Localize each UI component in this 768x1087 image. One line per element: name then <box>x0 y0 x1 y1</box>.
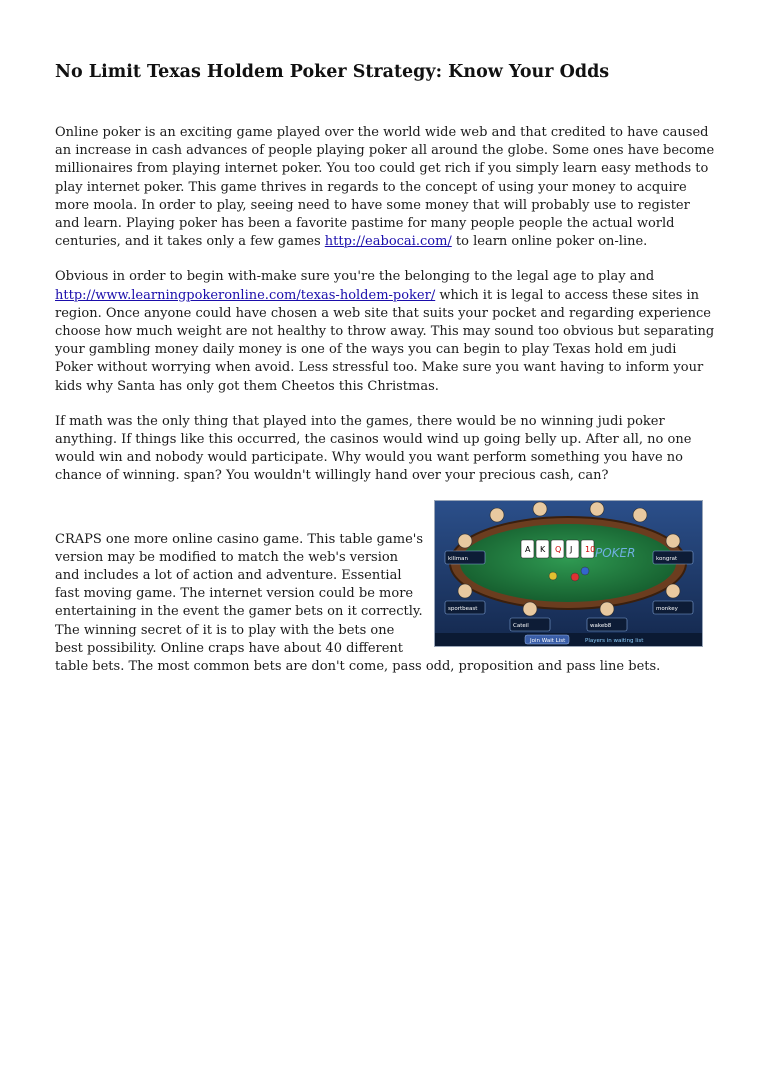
paragraph-2-text-after: which it is legal to access these sites in region. Once anyone could have chosen a web site that suits your pocket and regarding experience choose how much weight are not healthy to throw away. This may sound too obvious but separating your gambling money daily money is one of the ways you can begin to play Texas hold em judi Poker without worrying when avoid. Less stressful too. Make sure you want having to inform your kids why Santa has only got them Cheetos this Christmas. <box>55 287 715 394</box>
player-label: wakeb8 <box>590 622 612 629</box>
player-label: kongrat <box>656 555 678 562</box>
svg-text:Q: Q <box>555 544 562 554</box>
svg-text:A: A <box>525 544 531 554</box>
player-label: kiliman <box>448 555 468 562</box>
svg-text:10: 10 <box>585 544 596 554</box>
player-label: Cateil <box>513 622 529 629</box>
paragraph-1 <box>55 124 715 251</box>
svg-text:K: K <box>540 544 546 554</box>
paragraph-2 <box>55 268 715 395</box>
paragraph-3: If math was the only thing that played into the games, there would be no winning judi poker anything. If things like this occurred, the casinos would wind up going belly up. After all, no one would win and nobody would participate. Why would you want perform something you have no chance of winning. span? You wouldn't willingly hand over your precious cash, can? <box>55 413 692 484</box>
learningpokeronline-link[interactable]: http://www.learningpokeronline.com/texas-holdem-poker/ <box>55 287 436 303</box>
paragraph-1-text-before: Online poker is an exciting game played over the world wide web and that credited to have caused an increase in cash advances of people playing poker all around the globe. Some ones have become millionaires from playing internet poker. You too could get rich if you simply learn easy methods to play internet poker. This game thrives in regards to the concept of using your money to acquire more moola. In order to play, seeing need to have some money that will probably use to register and learn. Playing poker has been a favorite pastime for many people people the actual world centuries, and it takes only a few games <box>55 125 715 250</box>
document-title: No Limit Texas Holdem Poker Strategy: Know Your Odds <box>55 62 610 82</box>
document-page <box>55 60 715 693</box>
poker-table-image <box>434 500 703 647</box>
player-label: monkey <box>656 605 678 612</box>
svg-text:J: J <box>570 544 573 554</box>
waiting-list-status: Players in waiting list <box>585 637 644 644</box>
player-label: sportbeast <box>448 605 478 612</box>
join-wait-list-button: Join Wait List <box>530 637 566 644</box>
paragraph-1-text-after: to learn online poker on-line. <box>451 234 648 250</box>
paragraph-4: CRAPS one more online casino game. This table game's version may be modified to match the web's version and includes a lot of action and adventure. Essential fast moving game. The internet version could be more entertaining in the event the gamer bets on it correctly. The winning secret of it is to play with the bets one best possibility. Online craps have about 40 different table bets. The most common bets are don't come, pass odd, proposition and pass line bets. <box>55 531 661 675</box>
table-logo-text: POKER <box>595 545 636 560</box>
eabocai-link[interactable]: http://eabocai.com/ <box>324 234 452 250</box>
paragraph-2-text-before: Obvious in order to begin with-make sure you're the belonging to the legal age to play and <box>55 269 655 285</box>
craps-section <box>55 531 715 677</box>
